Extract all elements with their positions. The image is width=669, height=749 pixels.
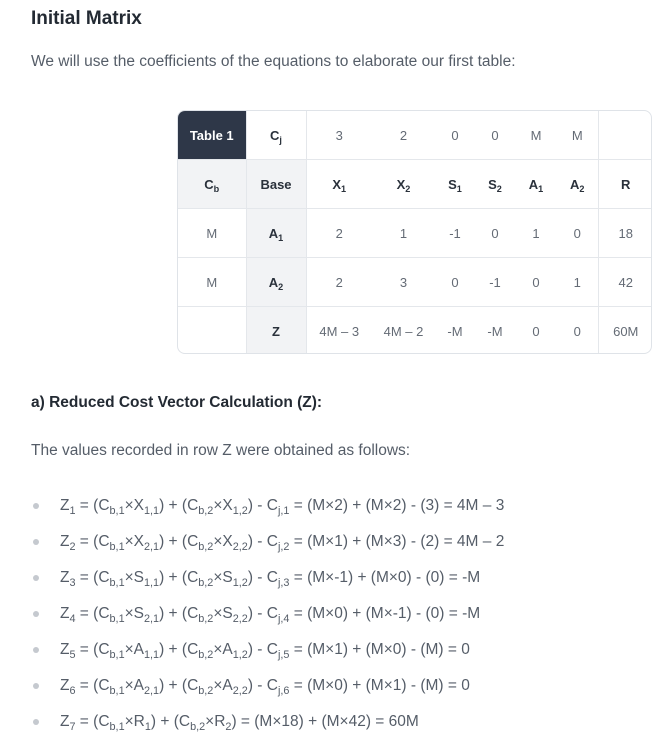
- formula-subscript: b,2: [198, 504, 214, 517]
- formula-text: = (C: [75, 641, 110, 658]
- formula-subscript: 4: [69, 612, 76, 625]
- cj-value: M: [557, 111, 598, 160]
- formula-subscript: 2: [225, 720, 232, 733]
- value-cell: 4M – 3: [319, 323, 360, 339]
- formula-subscript: 7: [69, 720, 76, 733]
- formula-text: = (C: [75, 533, 110, 550]
- cb-cell: M: [178, 209, 246, 258]
- formula-subscript: j,6: [277, 684, 290, 697]
- intro-text: We will use the coefficients of the equations to elaborate our first table:: [31, 53, 516, 70]
- table-label: Table 1: [178, 111, 246, 160]
- formula-subscript: b,1: [109, 576, 125, 589]
- formula-text: Z: [60, 677, 70, 694]
- formula-text: ) + (C: [159, 533, 199, 550]
- formula-text: Z: [60, 533, 70, 550]
- formula-text: ×A: [213, 641, 233, 658]
- bullet-icon: [33, 503, 39, 509]
- formula-text: Z: [60, 641, 70, 658]
- formula-text: = (C: [75, 497, 110, 514]
- formula-subscript: j,1: [277, 504, 290, 517]
- var-header: $S_2$: [475, 160, 515, 209]
- value-cell: 1: [515, 209, 557, 258]
- cj-row: [178, 111, 652, 160]
- formula-text: = (M×0) + (M×-1) - (0) = -M: [289, 605, 481, 622]
- value-cell: -M: [487, 323, 503, 339]
- list-item: [0, 560, 669, 596]
- value-cell: 2: [306, 258, 372, 307]
- value-cell: 1: [372, 209, 435, 258]
- value-cell: 0: [557, 307, 598, 355]
- formula-text: = (C: [75, 569, 110, 586]
- formula-subscript: b,1: [109, 720, 125, 733]
- formula-text: ) + (C: [159, 569, 199, 586]
- value-cell: 4M – 2: [383, 323, 424, 339]
- cb-cell: [178, 307, 246, 355]
- formula-text: = (M×2) + (M×2) - (3) = 4M – 3: [289, 497, 505, 514]
- formula-subscript: 1: [144, 720, 151, 733]
- cj-value: 0: [475, 111, 515, 160]
- formula-text: ) - C: [247, 605, 278, 622]
- value-cell: 60M: [613, 323, 639, 339]
- base-cell: $A_1$: [246, 209, 306, 258]
- formula-text: Z: [60, 605, 70, 622]
- formula-subscript: b,2: [198, 648, 214, 661]
- formula-subscript: 1,2: [232, 576, 248, 589]
- formula-text: = (C: [75, 605, 110, 622]
- header-row: [178, 160, 652, 209]
- formula-text: ) + (C: [159, 641, 199, 658]
- list-item: [0, 632, 669, 668]
- var-header: $X_2$: [372, 160, 435, 209]
- value-cell: -1: [435, 209, 475, 258]
- formula-text: ) + (C: [159, 605, 199, 622]
- paragraph: The values recorded in row Z were obtained as follows:: [31, 442, 411, 459]
- var-header: R: [598, 160, 652, 209]
- base-cell: Z: [246, 307, 306, 355]
- list-item: [0, 488, 669, 524]
- formula-text: ) + (C: [150, 713, 191, 730]
- formula-text: = (M×1) + (M×0) - (M) = 0: [289, 641, 470, 658]
- simplex-table: [177, 110, 652, 354]
- value-cell: 0: [475, 209, 515, 258]
- var-header: $X_1$: [306, 160, 372, 209]
- formula-subscript: 5: [69, 648, 76, 661]
- formula-text: ) + (C: [159, 497, 199, 514]
- formula-text: ×A: [124, 641, 144, 658]
- formula-text: = (M×-1) + (M×0) - (0) = -M: [289, 569, 481, 586]
- formula-text: ) - C: [247, 677, 278, 694]
- cj-value: [598, 111, 652, 160]
- value-cell: 0: [515, 258, 557, 307]
- cj-value: 2: [372, 111, 435, 160]
- bullet-icon: [33, 611, 39, 617]
- section-title: a) Reduced Cost Vector Calculation (Z):: [31, 394, 323, 411]
- formula-text: = (C: [75, 677, 110, 694]
- formula-subscript: 1,2: [232, 504, 248, 517]
- formula-subscript: b,1: [109, 504, 125, 517]
- list-item: [0, 524, 669, 560]
- formula-text: ×R: [205, 713, 226, 730]
- value-cell: 2: [306, 209, 372, 258]
- formula-subscript: 2,2: [232, 540, 248, 553]
- formula-text: ×S: [124, 569, 144, 586]
- formula-subscript: 2: [69, 540, 76, 553]
- formula-text: ×X: [124, 533, 144, 550]
- var-header: $S_1$: [435, 160, 475, 209]
- formula-text: ×X: [124, 497, 144, 514]
- table-row: [178, 209, 652, 258]
- list-item: [0, 668, 669, 704]
- list-item: [0, 704, 669, 740]
- formula-text: ) + (C: [159, 677, 199, 694]
- cb-cell: M: [178, 258, 246, 307]
- formula-text: ×S: [213, 569, 233, 586]
- cb-header: $C_b$: [178, 160, 246, 209]
- formula-text: = (M×0) + (M×1) - (M) = 0: [289, 677, 470, 694]
- value-cell: -1: [475, 258, 515, 307]
- formula-text: Z: [60, 713, 70, 730]
- formula-text: ×S: [124, 605, 144, 622]
- formula-subscript: b,2: [190, 720, 206, 733]
- base-cell: $A_2$: [246, 258, 306, 307]
- formula-subscript: 1,1: [144, 576, 160, 589]
- formula-subscript: 2,1: [144, 612, 160, 625]
- value-cell: 0: [557, 209, 598, 258]
- formula-subscript: 2,2: [232, 684, 248, 697]
- formula-subscript: 2,1: [144, 540, 160, 553]
- formula-text: ) - C: [247, 641, 278, 658]
- z-calculation-list: [0, 488, 669, 740]
- list-item: [0, 596, 669, 632]
- page-title: Initial Matrix: [31, 8, 142, 29]
- formula-subscript: j,4: [277, 612, 290, 625]
- z-row: [178, 307, 652, 355]
- formula-subscript: b,1: [109, 648, 125, 661]
- cj-value: M: [515, 111, 557, 160]
- formula-subscript: b,1: [109, 540, 125, 553]
- formula-text: ×X: [213, 497, 233, 514]
- formula-text: ×X: [213, 533, 233, 550]
- formula-subscript: 2,1: [144, 684, 160, 697]
- formula-subscript: j,2: [277, 540, 290, 553]
- formula-text: Z: [60, 569, 70, 586]
- value-cell: 42: [598, 258, 652, 307]
- value-cell: 3: [372, 258, 435, 307]
- bullet-icon: [33, 539, 39, 545]
- formula-text: ) - C: [247, 533, 278, 550]
- value-cell: -M: [447, 323, 463, 339]
- formula-subscript: b,1: [109, 684, 125, 697]
- bullet-icon: [33, 575, 39, 581]
- cj-value: 3: [306, 111, 372, 160]
- formula-subscript: j,5: [277, 648, 290, 661]
- formula-text: = (M×1) + (M×3) - (2) = 4M – 2: [289, 533, 505, 550]
- formula-text: ×A: [213, 677, 233, 694]
- formula-subscript: 1,1: [144, 504, 160, 517]
- formula-text: ) - C: [247, 569, 278, 586]
- formula-subscript: 6: [69, 684, 76, 697]
- formula-text: Z: [60, 497, 70, 514]
- value-cell: 0: [532, 323, 540, 339]
- value-cell: 1: [557, 258, 598, 307]
- bullet-icon: [33, 647, 39, 653]
- formula-text: ) - C: [247, 497, 278, 514]
- formula-text: ) = (M×18) + (M×42) = 60M: [231, 713, 419, 730]
- formula-subscript: 1,1: [144, 648, 160, 661]
- formula-text: ×R: [124, 713, 145, 730]
- bullet-icon: [33, 719, 39, 725]
- formula-text: = (C: [75, 713, 110, 730]
- formula-subscript: b,2: [198, 540, 214, 553]
- base-header: Base: [246, 160, 306, 209]
- formula-subscript: 3: [69, 576, 76, 589]
- formula-text: ×S: [213, 605, 233, 622]
- formula-subscript: b,1: [109, 612, 125, 625]
- table-row: [178, 258, 652, 307]
- formula-subscript: b,2: [198, 684, 214, 697]
- formula-subscript: j,3: [277, 576, 290, 589]
- formula-subscript: 1,2: [232, 648, 248, 661]
- formula-subscript: 2,2: [232, 612, 248, 625]
- cj-label: $C_j$: [246, 111, 306, 160]
- bullet-icon: [33, 683, 39, 689]
- formula-subscript: 1: [69, 504, 76, 517]
- formula-subscript: b,2: [198, 576, 214, 589]
- var-header: $A_1$: [515, 160, 557, 209]
- formula-text: ×A: [124, 677, 144, 694]
- cj-value: 0: [435, 111, 475, 160]
- value-cell: 0: [435, 258, 475, 307]
- formula-subscript: b,2: [198, 612, 214, 625]
- var-header: $A_2$: [557, 160, 598, 209]
- value-cell: 18: [598, 209, 652, 258]
